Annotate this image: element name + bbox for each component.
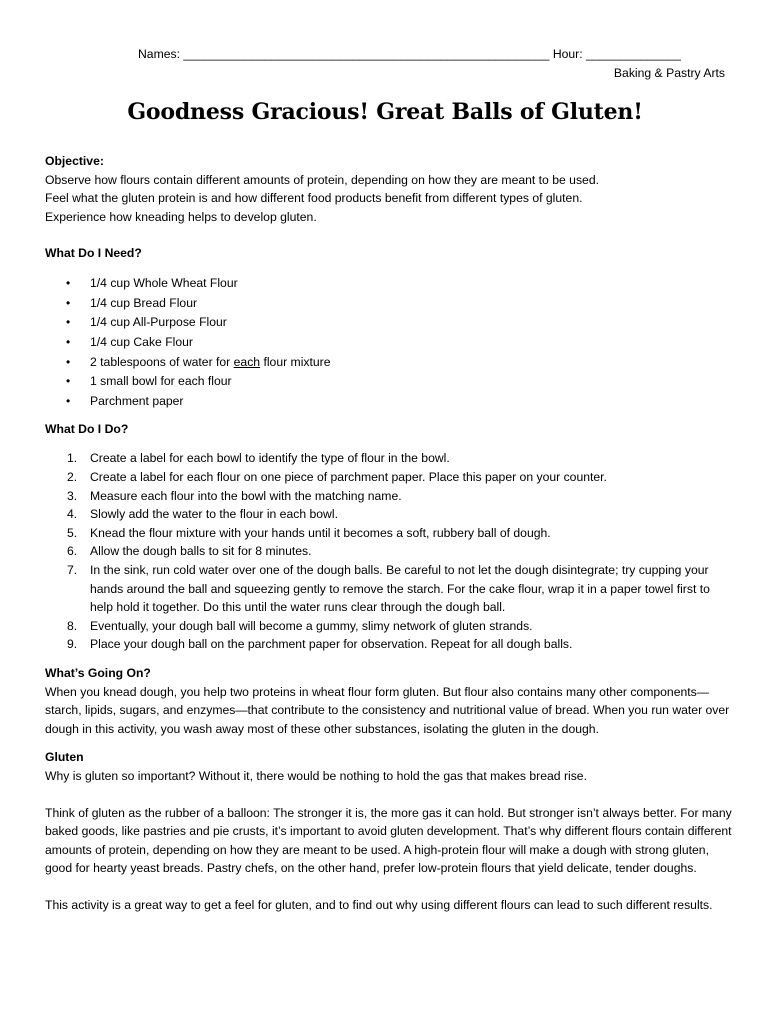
bullet-icon: • [66,335,71,350]
list-item [45,353,735,373]
bullet-icon: • [66,394,71,409]
step-number: 3. [67,488,78,503]
bullet-icon: • [66,354,71,369]
do-heading: What Do I Do? [45,421,129,436]
list-item [45,274,735,294]
list-item [45,313,735,333]
bullet-icon: • [66,315,71,330]
steps-list [45,449,735,654]
material-text: 1/4 cup Cake Flour [90,335,193,350]
objective-line: Observe how flours contain different amounts of protein, depending on how they are meant to be used. [45,172,599,187]
list-item [45,468,735,487]
step-text: In the sink, run cold water over one of the dough balls. Be careful to not let the dough disintegrate; try cupping your hands around the ball and squeezing gently to remove the starch. For the cake flour, wrap it in a paper towel first to help hold it together. Do this until the water runs clear through the dough ball. [90,563,710,615]
course-name: Baking & Pastry Arts [613,66,725,80]
water-before: 2 tablespoons of water for [90,354,234,369]
step-text: Allow the dough balls to sit for 8 minutes. [90,544,312,559]
gluten-paragraph: Why is gluten so important? Without it, there would be nothing to hold the gas that makes bread rise. [45,768,587,783]
material-text: Parchment paper [90,394,184,409]
step-text: Create a label for each bowl to identify the type of flour in the bowl. [90,451,450,466]
step-number: 8. [67,618,78,633]
hour-label: Hour: [552,47,583,61]
gluten-paragraph: This activity is a great way to get a feel for gluten, and to find out why using different flours can lead to such different results. [45,897,713,912]
list-item [45,561,735,617]
list-item [45,294,735,314]
list-item [45,392,735,412]
list-item [45,617,735,636]
step-number: 5. [67,525,78,540]
objective-heading: Objective: [45,154,104,168]
list-item [45,542,735,561]
bullet-icon: • [66,275,71,290]
going-on-heading: What’s Going On? [45,666,151,681]
names-blank[interactable]: ______________________________________________________ [183,47,550,61]
going-on-text: When you knead dough, you help two proteins in wheat flour form gluten. But flour also contains many other components—starch, lipids, sugars, and enzymes—that contribute to the consistency and nutritional value of bread. When you run water over dough in this activity, you wash away most of these other substances, isolating the gluten in the dough. [45,684,730,736]
names-label: Names: [138,47,180,61]
list-item [45,333,735,353]
hour-blank[interactable]: ______________ [586,47,681,61]
step-number: 2. [67,470,78,485]
gluten-heading: Gluten [45,750,84,765]
step-number: 7. [67,563,78,578]
step-text: Measure each flour into the bowl with the matching name. [90,488,402,503]
page-title: Goodness Gracious! Great Balls of Gluten! [127,99,643,125]
step-text: Knead the flour mixture with your hands until it becomes a soft, rubbery ball of dough. [90,525,551,540]
list-item [45,505,735,524]
material-text: 1/4 cup Whole Wheat Flour [90,275,238,290]
material-text: 1 small bowl for each flour [90,374,232,389]
step-number: 1. [67,451,78,466]
water-after: flour mixture [260,354,331,369]
worksheet-content [45,152,735,915]
objective-line: Experience how kneading helps to develop gluten. [45,209,317,224]
list-item [45,524,735,543]
step-number: 4. [67,507,78,522]
objective-line: Feel what the gluten protein is and how different food products benefit from different types of gluten. [45,191,583,206]
gluten-paragraph: Think of gluten as the rubber of a balloon: The stronger it is, the more gas it can hold. But stronger isn’t always better. For many baked goods, like pastries and pie crusts, it’s important to avoid gluten development. That’s why different flours contain different amounts of protein, depending on how they are meant to be used. A high-protein flour will make a dough with strong gluten, good for hearty yeast breads. Pastry chefs, on the other hand, prefer low-protein flours that yield delicate, tender doughs. [45,805,732,876]
step-number: 9. [67,637,78,652]
list-item [45,635,735,654]
need-heading: What Do I Need? [45,246,142,261]
step-number: 6. [67,544,78,559]
list-item [45,449,735,468]
bullet-icon: • [66,374,71,389]
names-hour-line [138,47,681,61]
step-text: Slowly add the water to the flour in each bowl. [90,507,338,522]
step-text: Eventually, your dough ball will become a gummy, slimy network of gluten strands. [90,618,533,633]
bullet-icon: • [66,295,71,310]
list-item [45,372,735,392]
material-text: 1/4 cup Bread Flour [90,295,198,310]
materials-list [45,274,735,412]
list-item [45,487,735,506]
step-text: Place your dough ball on the parchment paper for observation. Repeat for all dough balls. [90,637,573,652]
step-text: Create a label for each flour on one piece of parchment paper. Place this paper on your counter. [90,470,607,485]
material-text: 1/4 cup All-Purpose Flour [90,315,227,330]
water-emphasis: each [233,354,261,369]
